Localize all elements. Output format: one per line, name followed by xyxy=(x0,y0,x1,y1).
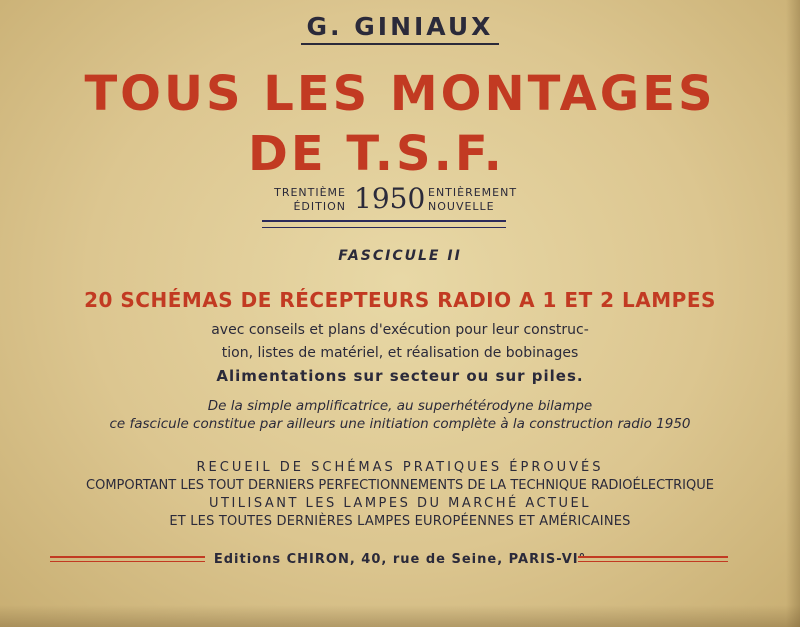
publisher-line: Editions CHIRON, 40, rue de Seine, PARIS-VI° xyxy=(213,552,587,567)
edition-left-bottom: ÉDITION xyxy=(293,200,346,213)
description-line-3: Alimentations sur secteur ou sur piles. xyxy=(216,367,584,385)
edition-right xyxy=(428,186,517,214)
recueil-line-3: UTILISANT LES LAMPES DU MARCHÉ ACTUEL xyxy=(209,496,591,511)
paper-bottom-shadow xyxy=(0,605,800,627)
edition-left xyxy=(262,186,346,214)
edition-year: 1950 xyxy=(354,182,426,215)
edition-left-top: TRENTIÈME xyxy=(274,186,346,199)
edition-right-top: ENTIÈREMENT xyxy=(428,186,518,199)
edition-block xyxy=(262,182,518,220)
edition-right-bottom: NOUVELLE xyxy=(428,200,495,213)
recueil-line-4: ET LES TOUTES DERNIÈRES LAMPES EUROPÉENNES ET AMÉRICAINES xyxy=(169,514,631,529)
edition-rule xyxy=(262,220,506,228)
publisher-rule-right xyxy=(578,556,728,562)
description-line-2: tion, listes de matériel, et réalisation de bobinages xyxy=(221,345,579,361)
author-name: G. GINIAUX xyxy=(0,12,800,41)
subtitle: 20 SCHÉMAS DE RÉCEPTEURS RADIO A 1 ET 2 LAMPES xyxy=(84,288,716,312)
recueil-line-1: RECUEIL DE SCHÉMAS PRATIQUES ÉPROUVÉS xyxy=(196,460,604,475)
italic-line-1: De la simple amplificatrice, au superhétérodyne bilampe xyxy=(207,398,593,414)
title-line-1: TOUS LES MONTAGES xyxy=(84,66,716,122)
italic-line-2: ce fascicule constitue par ailleurs une initiation complète à la construction radio 1950 xyxy=(109,416,691,432)
recueil-line-2: COMPORTANT LES TOUT DERNIERS PERFECTIONNEMENTS DE LA TECHNIQUE RADIOÉLECTRIQUE xyxy=(86,478,714,493)
description-line-1: avec conseils et plans d'exécution pour leur construc- xyxy=(211,322,589,338)
title-line-2: DE T.S.F. xyxy=(248,126,505,182)
fascicule-label: FASCICULE II xyxy=(338,248,462,264)
